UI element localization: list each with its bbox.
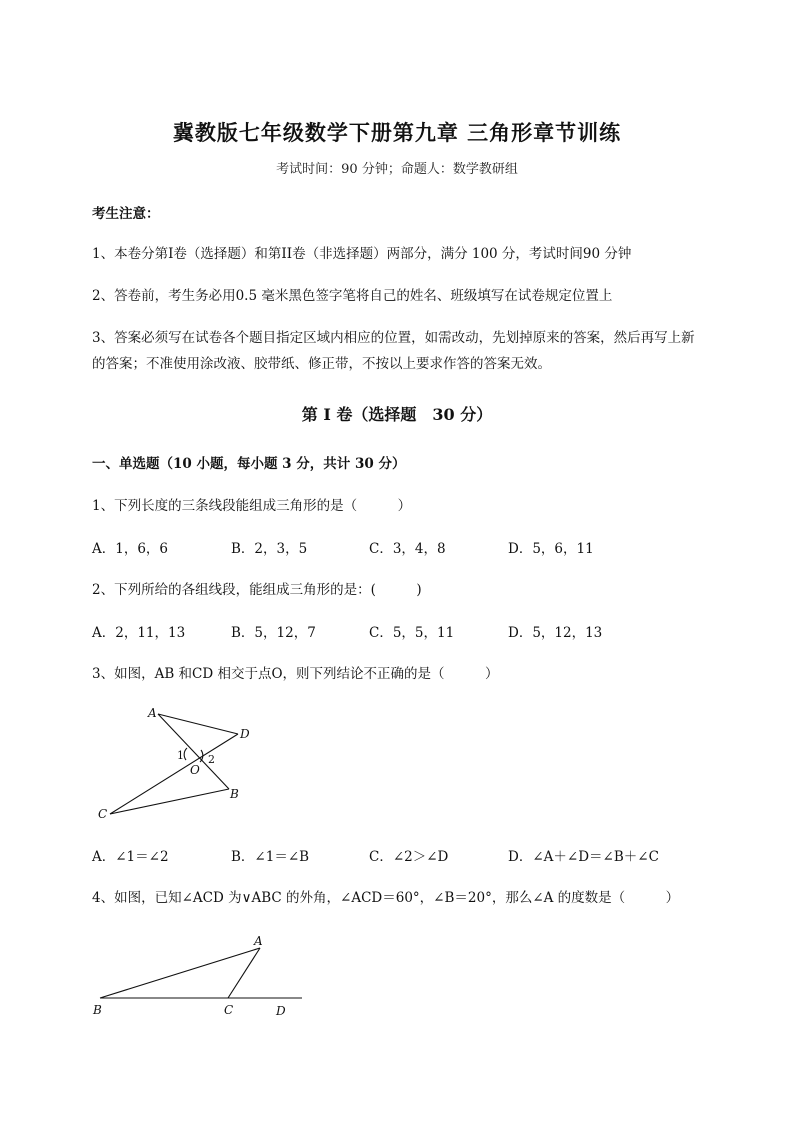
label-d: D (276, 1004, 286, 1018)
section-title: 第 I 卷（选择题 30 分） (301, 405, 493, 424)
segment-ca (228, 948, 260, 998)
label-a: A (254, 934, 263, 948)
label-a: A (148, 706, 157, 720)
part-heading: 一、单选题（10 小题，每小题 3 分，共计 30 分） (92, 456, 406, 472)
exam-info: 考试时间：90 分钟；命题人：数学教研组 (276, 162, 518, 177)
question-1-option-a[interactable]: A．1，6，6 (92, 541, 169, 557)
label-c: C (98, 807, 108, 821)
label-angle-1: 1 (177, 749, 184, 762)
question-1-option-d[interactable]: D．5，6，11 (508, 541, 594, 557)
label-b: B (230, 787, 239, 801)
segment-cd (110, 734, 238, 814)
question-3-option-b[interactable]: B．∠1＝∠B (231, 849, 310, 865)
label-b: B (93, 1003, 102, 1017)
question-4-stem: 4、如图，已知∠ACD 为∨ABC 的外角，∠ACD＝60°，∠B＝20°，那么∠A 的度数是（ ） (92, 890, 680, 906)
label-d: D (240, 727, 250, 741)
question-4-figure (88, 928, 318, 1023)
notice-item-2: 2、答卷前，考生务必用0.5 毫米黑色签字笔将自己的姓名、班级填写在试卷规定位置上 (92, 288, 613, 304)
question-3-option-a[interactable]: A．∠1＝∠2 (92, 849, 169, 865)
question-2-stem: 2、下列所给的各组线段，能组成三角形的是：( ) (92, 582, 422, 598)
question-1-option-c[interactable]: C．3，4，8 (369, 541, 446, 557)
notice-heading: 考生注意： (92, 206, 160, 222)
segment-ad (158, 714, 238, 734)
question-2-option-a[interactable]: A．2，11，13 (92, 625, 186, 641)
question-3-option-c[interactable]: C．∠2＞∠D (369, 849, 449, 865)
question-2-option-c[interactable]: C．5，5，11 (369, 625, 455, 641)
question-2-option-d[interactable]: D．5，12，13 (508, 625, 603, 641)
segment-cb (110, 789, 229, 814)
question-1-option-b[interactable]: B．2，3，5 (231, 541, 308, 557)
label-angle-2: 2 (208, 753, 215, 766)
question-1-stem: 1、下列长度的三条线段能组成三角形的是（ ） (92, 498, 412, 514)
segment-ba (100, 948, 260, 998)
label-o: O (190, 763, 200, 777)
notice-item-3: 3、答案必须写在试卷各个题目指定区域内相应的位置，如需改动，先划掉原来的答案，然后再写上新 (92, 330, 695, 346)
page-title: 冀教版七年级数学下册第九章 三角形章节训练 (172, 120, 622, 145)
question-3-figure (90, 700, 280, 830)
question-3-stem: 3、如图，AB 和CD 相交于点O，则下列结论不正确的是（ ） (92, 666, 499, 682)
question-3-option-d[interactable]: D．∠A＋∠D＝∠B＋∠C (508, 849, 659, 865)
notice-item-1: 1、本卷分第I卷（选择题）和第II卷（非选择题）两部分，满分 100 分，考试时间90 分钟 (92, 246, 632, 262)
question-2-option-b[interactable]: B．5，12，7 (231, 625, 316, 641)
angle-1-arc (184, 748, 187, 760)
label-c: C (224, 1003, 234, 1017)
notice-item-3-cont: 的答案；不准使用涂改液、胶带纸、修正带，不按以上要求作答的答案无效。 (92, 356, 551, 372)
